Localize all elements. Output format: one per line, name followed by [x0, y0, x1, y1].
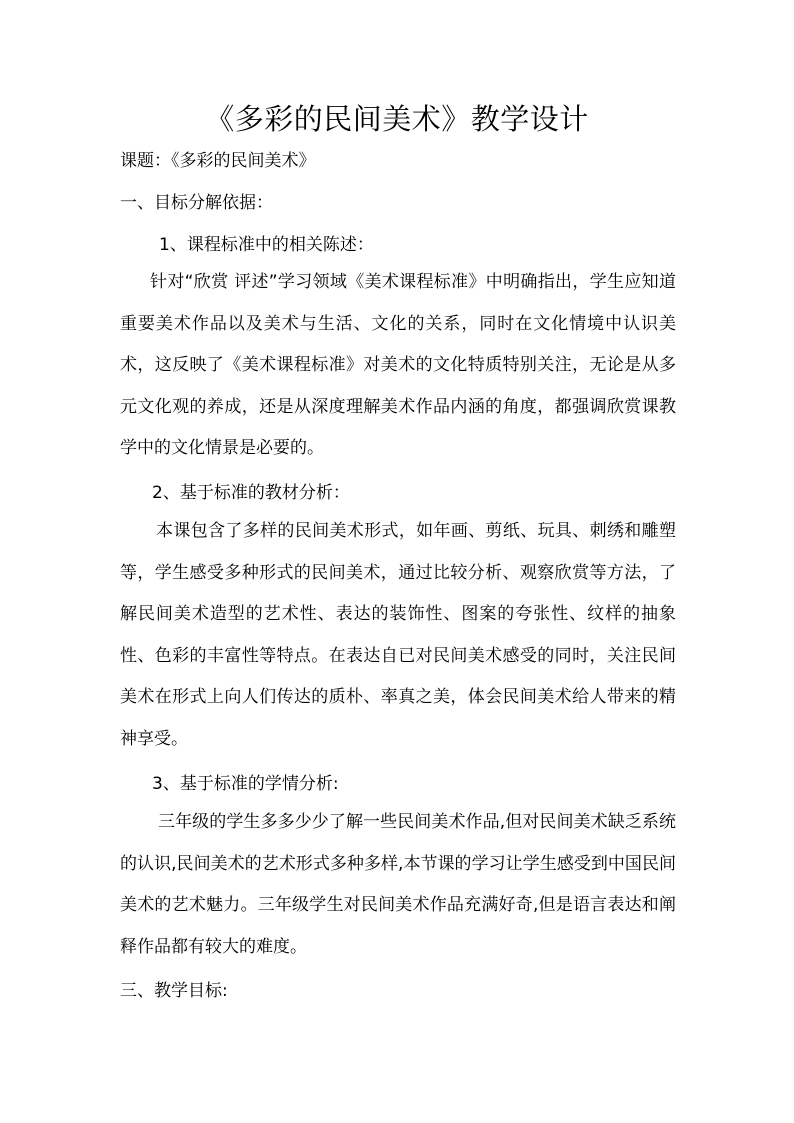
paragraph-textbook-analysis: 本课包含了多样的民间美术形式，如年画、剪纸、玩具、刺绣和雕塑等，学生感受多种形式的民间美术，通过比较分析、观察欣赏等方法，了解民间美术造型的艺术性、表达的装饰性、图案的夸张性、纹样的抽象性、色彩的丰富性等特点。在表达自已对民间美术感受的同时，关注民间美术在形式上向人们传达的质朴、率真之美，体会民间美术给人带来的精神享受。 [120, 521, 676, 749]
subheading-student-analysis: 3、基于标准的学情分析: [152, 774, 339, 794]
subheading-curriculum-standard: 1、课程标准中的相关陈述： [159, 235, 374, 255]
course-title-line: 课题：《多彩的民间美术》 [120, 151, 316, 171]
section-heading-teaching-goals: 三、教学目标: [120, 981, 228, 1001]
subheading-textbook-analysis: 2、基于标准的教材分析： [152, 483, 350, 503]
document-title: 《多彩的民间美术》教学设计 [205, 102, 589, 136]
paragraph-student-analysis: 三年级的学生多多少少了解一些民间美术作品,但对民间美术缺乏系统的认识,民间美术的艺术形式多种多样,本节课的学习让学生感受到中国民间美术的艺术魅力。三年级学生对民间美术作品充满好奇,但是语言表达和阐释作品都有较大的难度。 [120, 812, 676, 957]
section-heading-goal-basis: 一、目标分解依据： [120, 193, 273, 213]
paragraph-curriculum-standard: 针对“欣赏 评述”学习领域《美术课程标准》中明确指出，学生应知道重要美术作品以及美术与生活、文化的关系，同时在文化情境中认识美术，这反映了《美术课程标准》对美术的文化特质特别关注，无论是从多元文化观的养成，还是从深度理解美术作品内涵的角度，都强调欣赏课教学中的文化情景是必要的。 [120, 272, 676, 458]
